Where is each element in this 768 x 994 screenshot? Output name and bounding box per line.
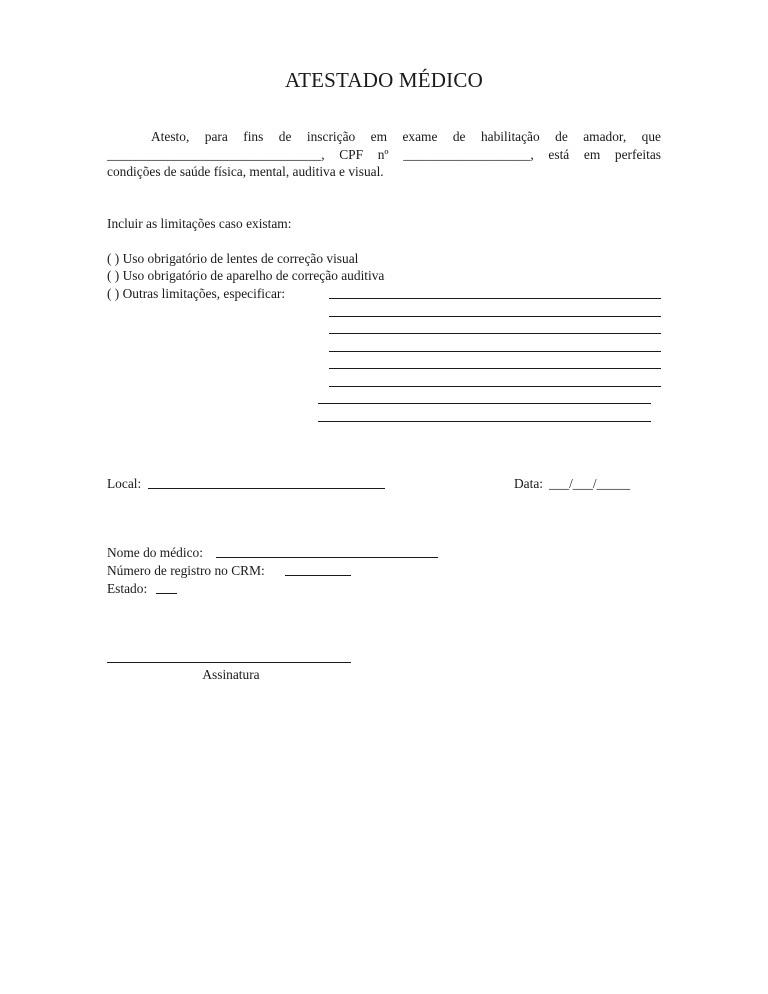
other-limitations-line	[329, 333, 661, 334]
limitation-item-hearing: ( ) Uso obrigatório de aparelho de correção auditiva	[107, 268, 385, 283]
other-limitations-line	[318, 421, 651, 422]
limitation-item-other: ( ) Outras limitações, especificar:	[107, 286, 286, 301]
signature-line	[107, 662, 351, 663]
doctor-name-label: Nome do médico:	[107, 545, 203, 560]
limitation-item-visual: ( ) Uso obrigatório de lentes de correção visual	[107, 251, 359, 266]
crm-blank	[285, 575, 351, 576]
other-limitations-line	[329, 298, 661, 299]
other-limitations-line	[329, 351, 661, 352]
crm-label: Número de registro no CRM:	[107, 563, 265, 578]
page-title: ATESTADO MÉDICO	[285, 68, 483, 92]
paragraph-line-2: ________________________________, CPF nº ___________________, está em perfeitas	[107, 146, 661, 162]
paragraph-line-1: Atesto, para fins de inscrição em exame de habilitação de amador, que	[151, 129, 661, 144]
attestation-paragraph	[107, 128, 661, 181]
signature-label: Assinatura	[202, 667, 260, 682]
doctor-name-blank	[216, 557, 438, 558]
limitations-heading: Incluir as limitações caso existam:	[107, 216, 292, 231]
state-label: Estado:	[107, 581, 148, 596]
date-blank: ___/___/_____	[549, 476, 631, 491]
date-label: Data:	[514, 476, 543, 491]
local-label: Local:	[107, 476, 142, 491]
local-blank	[148, 488, 385, 489]
other-limitations-line	[329, 386, 661, 387]
other-limitations-line	[318, 403, 651, 404]
other-limitations-line	[329, 316, 661, 317]
state-blank	[156, 593, 177, 594]
other-limitations-line	[329, 368, 661, 369]
paragraph-line-3: condições de saúde física, mental, auditiva e visual.	[107, 164, 384, 179]
